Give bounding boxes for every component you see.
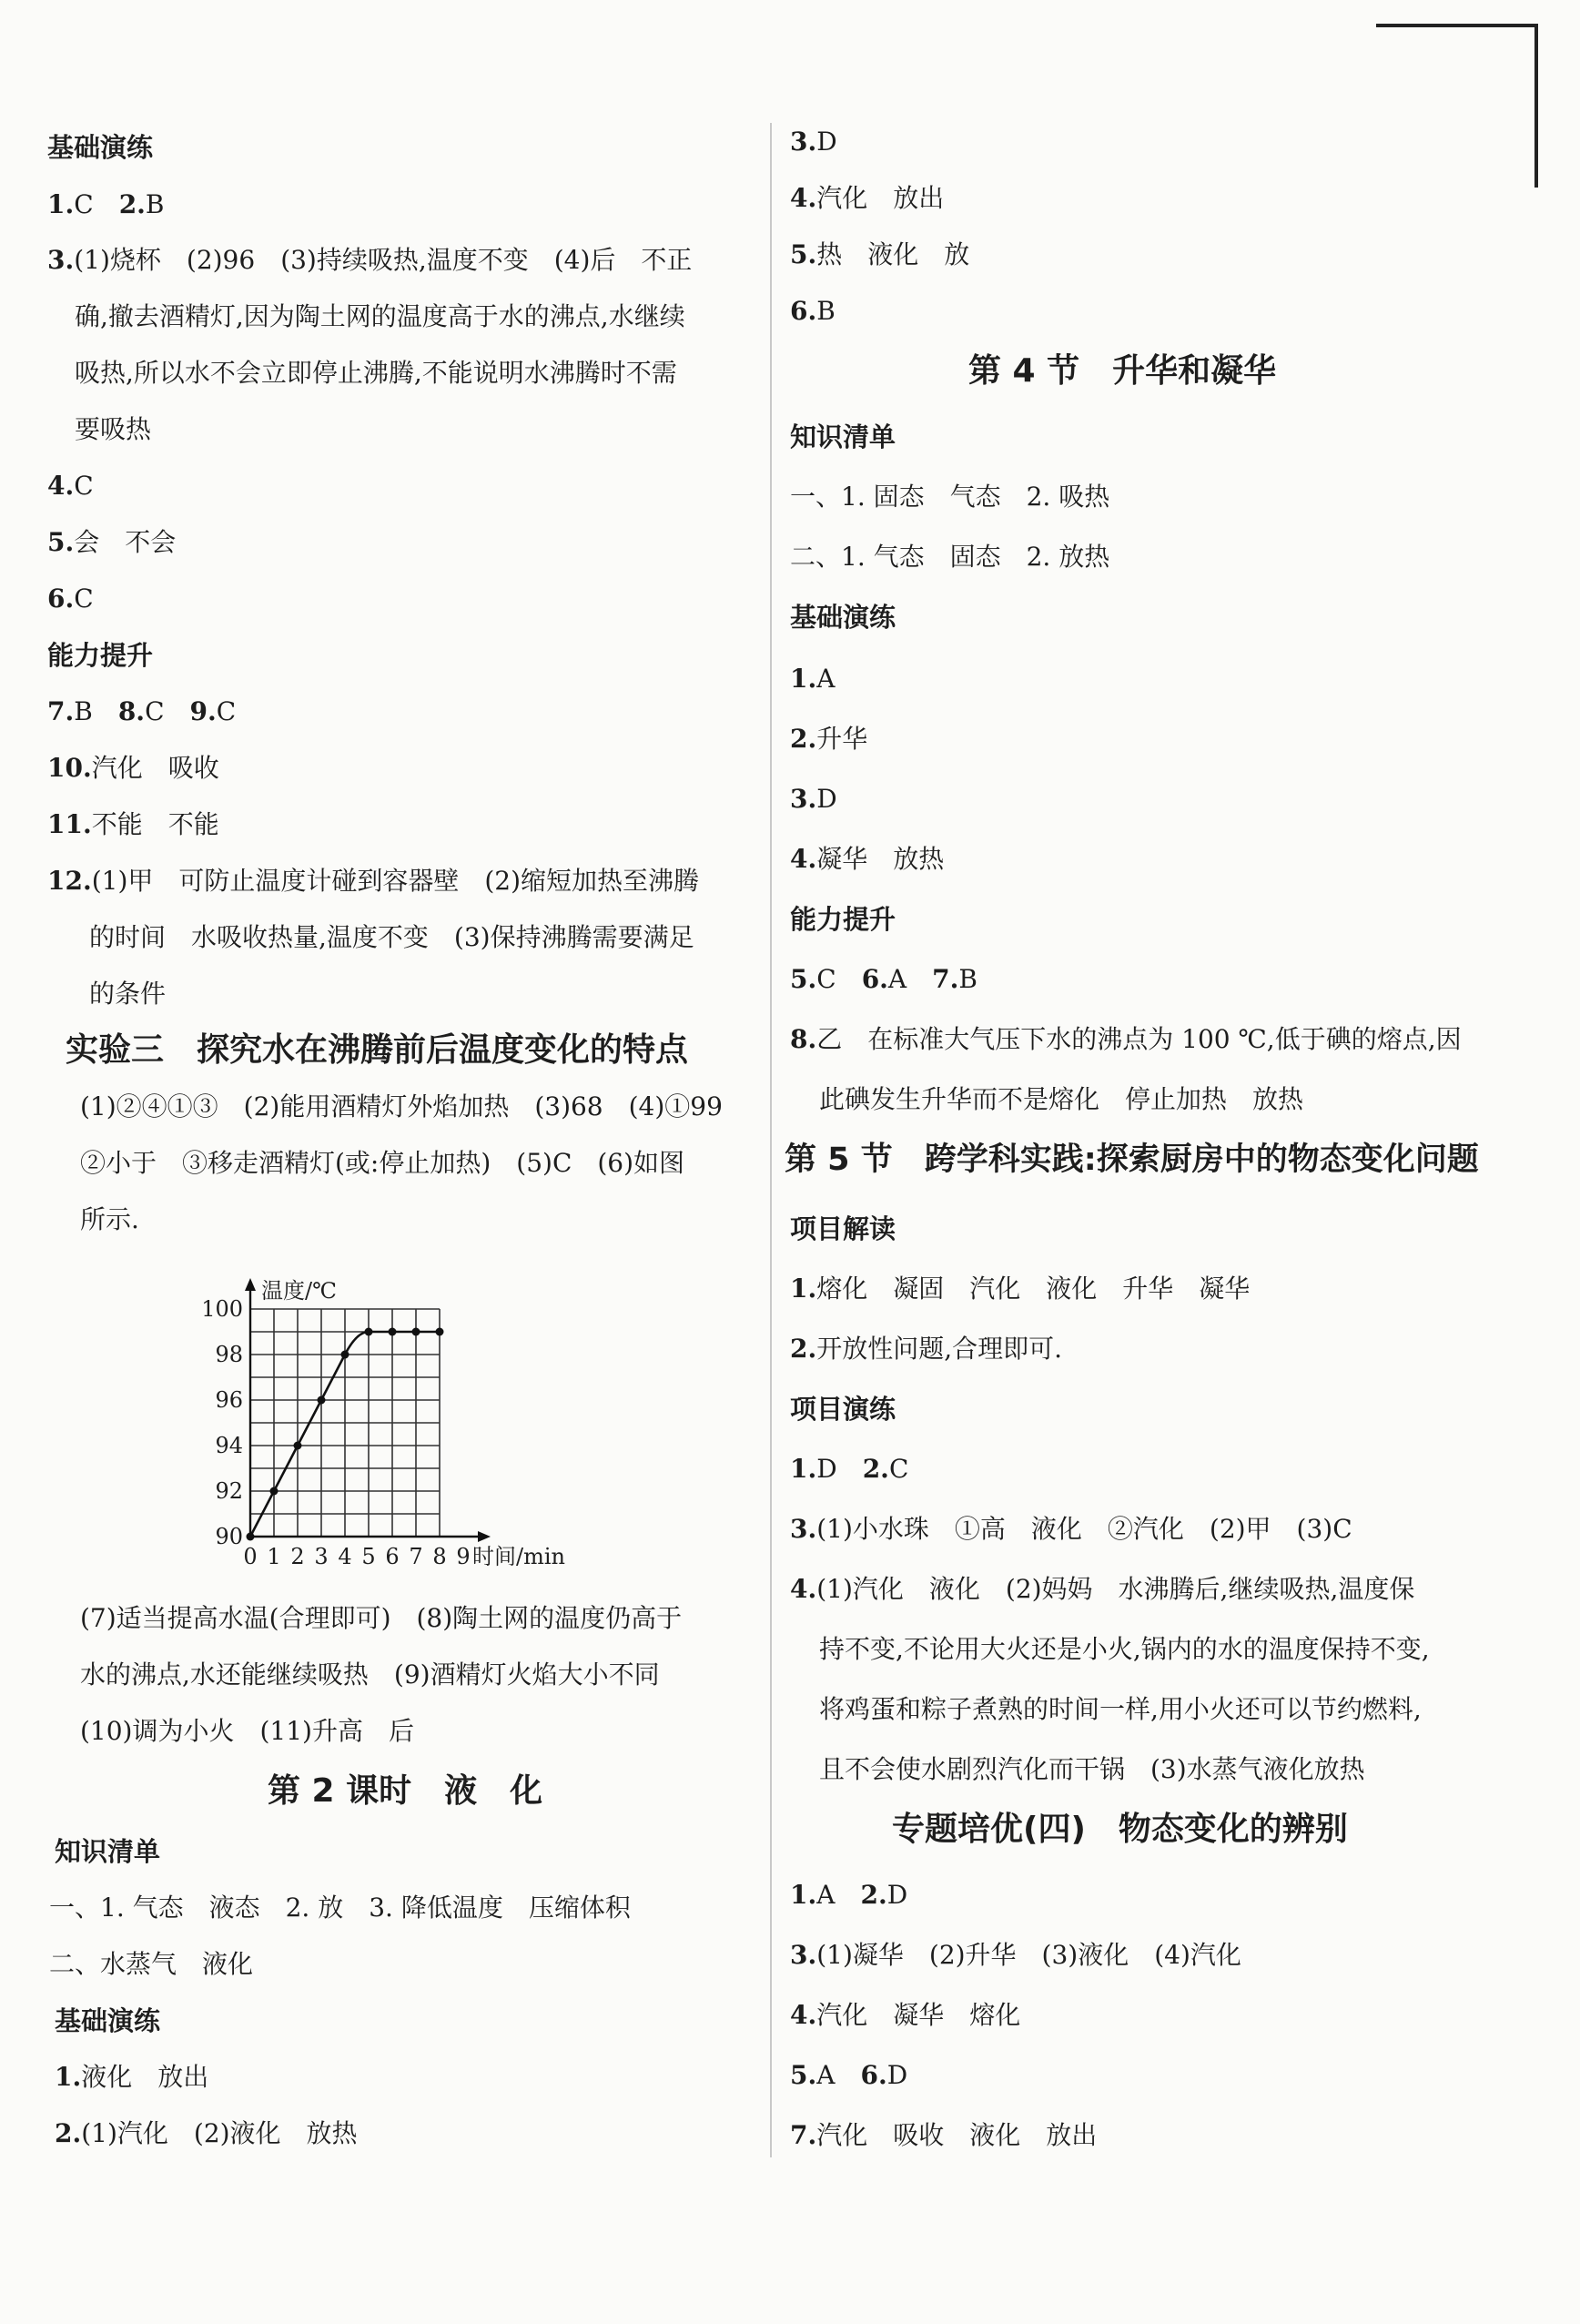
section-heading: 基础演练 — [47, 132, 154, 163]
x-tick-label: 4 — [338, 1544, 352, 1569]
answer-line: 吸热,所以水不会立即停止沸腾,不能说明水沸腾时不需 — [75, 358, 677, 388]
y-tick-label: 98 — [215, 1342, 243, 1367]
x-axis-arrow — [478, 1531, 491, 1542]
answer-line: 3.(1)小水珠 ①高 液化 ②汽化 (2)甲 (3)C — [790, 1514, 1352, 1544]
chart-axes — [245, 1278, 491, 1542]
answer-line: 2.(1)汽化 (2)液化 放热 — [55, 2118, 358, 2148]
answer-line: 5.热 液化 放 — [790, 239, 970, 269]
answer-line: (10)调为小火 (11)升高 后 — [80, 1716, 414, 1746]
section-heading: 能力提升 — [47, 640, 154, 671]
answer-line: 5.A 6.D — [790, 2060, 908, 2090]
y-tick-label: 96 — [215, 1387, 243, 1413]
x-tick-label: 9 — [456, 1544, 471, 1569]
answer-line: 确,撤去酒精灯,因为陶土网的温度高于水的沸点,水继续 — [75, 301, 685, 331]
x-tick-label: 0 — [243, 1544, 258, 1569]
experiment-title: 实验三 探究水在沸腾前后温度变化的特点 — [66, 1031, 689, 1069]
answer-line: 5.C 6.A 7.B — [790, 964, 977, 994]
answer-line: 2.开放性问题,合理即可. — [790, 1334, 1063, 1364]
answer-line: (1)②④①③ (2)能用酒精灯外焰加热 (3)68 (4)①99 — [80, 1091, 723, 1121]
answer-line: (7)适当提高水温(合理即可) (8)陶土网的温度仍高于 — [80, 1603, 683, 1633]
answer-line: 1.液化 放出 — [55, 2062, 209, 2092]
data-point — [412, 1328, 420, 1336]
lesson-title: 第 2 课时 液 化 — [268, 1772, 543, 1810]
answer-line: 1.A 2.D — [790, 1880, 908, 1910]
section-heading: 基础演练 — [55, 2005, 161, 2036]
answer-line: ②小于 ③移走酒精灯(或:停止加热) (5)C (6)如图 — [80, 1148, 685, 1178]
y-axis-arrow — [245, 1278, 256, 1291]
answer-line: 3.(1)凝华 (2)升华 (3)液化 (4)汽化 — [790, 1940, 1241, 1970]
answer-line: 10.汽化 吸收 — [47, 753, 219, 783]
answer-line: 1.A — [790, 664, 836, 694]
data-point — [294, 1442, 302, 1450]
x-tick-label: 7 — [409, 1544, 423, 1569]
x-axis-label: 时间/min — [472, 1544, 565, 1569]
answer-line: 6.C — [47, 584, 94, 614]
answer-line: 1.C 2.B — [47, 189, 165, 219]
y-tick-label: 92 — [215, 1478, 243, 1504]
answer-line: 将鸡蛋和粽子煮熟的时间一样,用小火还可以节约燃料, — [819, 1694, 1422, 1724]
chart-grid — [250, 1309, 440, 1537]
y-tick-label: 90 — [215, 1524, 243, 1549]
answer-line: 一、1. 固态 气态 2. 吸热 — [790, 482, 1110, 512]
answer-line: 的时间 水吸收热量,温度不变 (3)保持沸腾需要满足 — [89, 922, 694, 952]
section-heading: 项目解读 — [790, 1213, 896, 1244]
y-axis-label: 温度/℃ — [261, 1278, 337, 1304]
answer-line: 3.D — [790, 784, 837, 814]
data-point — [247, 1533, 255, 1541]
answer-line: 3.D — [790, 127, 837, 157]
answer-line: 2.升华 — [790, 724, 868, 754]
section-heading: 能力提升 — [790, 904, 896, 935]
data-point — [341, 1351, 349, 1359]
answer-line: 此碘发生升华而不是熔化 停止加热 放热 — [819, 1084, 1304, 1114]
x-tick-label: 2 — [290, 1544, 305, 1569]
answer-line: 4.汽化 凝华 熔化 — [790, 2000, 1021, 2030]
answer-line: 4.C — [47, 471, 94, 501]
x-tick-label: 3 — [314, 1544, 329, 1569]
answer-line: 所示. — [80, 1204, 139, 1234]
temperature-time-chart — [164, 1263, 637, 1573]
section-heading: 知识清单 — [55, 1836, 161, 1867]
corner-mark-vertical — [1534, 24, 1538, 188]
answer-line: 1.D 2.C — [790, 1454, 909, 1484]
answer-line: 的条件 — [89, 979, 167, 1009]
section-title: 第 5 节 跨学科实践:探索厨房中的物态变化问题 — [785, 1142, 1479, 1178]
answer-line: 6.B — [790, 296, 836, 326]
answer-line: 且不会使水剧烈汽化而干锅 (3)水蒸气液化放热 — [819, 1754, 1365, 1784]
data-point — [318, 1396, 326, 1405]
answer-line: 二、水蒸气 液化 — [49, 1949, 254, 1979]
answer-line: 4.凝华 放热 — [790, 844, 945, 874]
answer-line: 7.B 8.C 9.C — [47, 696, 237, 726]
answer-line: 5.会 不会 — [47, 527, 177, 557]
section-heading: 基础演练 — [790, 602, 896, 633]
answer-line: 11.不能 不能 — [47, 809, 219, 839]
x-tick-label: 6 — [385, 1544, 400, 1569]
section-heading: 知识清单 — [790, 421, 896, 452]
answer-line: 1.熔化 凝固 汽化 液化 升华 凝华 — [790, 1274, 1251, 1304]
x-tick-label: 8 — [432, 1544, 447, 1569]
data-point — [436, 1328, 444, 1336]
answer-line: 12.(1)甲 可防止温度计碰到容器壁 (2)缩短加热至沸腾 — [47, 866, 700, 896]
data-point — [270, 1487, 279, 1496]
answer-line: 4.(1)汽化 液化 (2)妈妈 水沸腾后,继续吸热,温度保 — [790, 1574, 1415, 1604]
y-tick-label: 100 — [201, 1296, 243, 1322]
answer-line: 3.(1)烧杯 (2)96 (3)持续吸热,温度不变 (4)后 不正 — [47, 245, 693, 275]
special-topic-title: 专题培优(四) 物态变化的辨别 — [892, 1811, 1348, 1848]
answer-line: 持不变,不论用大火还是小火,锅内的水的温度保持不变, — [819, 1634, 1430, 1664]
answer-line: 8.乙 在标准大气压下水的沸点为 100 ℃,低于碘的熔点,因 — [790, 1024, 1462, 1054]
y-tick-labels — [201, 1296, 243, 1549]
section-heading: 项目演练 — [790, 1394, 896, 1425]
answer-line: 4.汽化 放出 — [790, 183, 945, 213]
answer-line: 水的沸点,水还能继续吸热 (9)酒精灯火焰大小不同 — [80, 1659, 660, 1690]
answer-line: 7.汽化 吸收 液化 放出 — [790, 2120, 1098, 2150]
answer-line: 二、1. 气态 固态 2. 放热 — [790, 542, 1110, 572]
x-tick-label: 5 — [361, 1544, 376, 1569]
y-tick-label: 94 — [215, 1433, 243, 1458]
corner-mark-horizontal — [1376, 24, 1538, 27]
data-point — [365, 1328, 373, 1336]
x-tick-label: 1 — [267, 1544, 281, 1569]
column-divider — [770, 123, 772, 2157]
data-point — [389, 1328, 397, 1336]
x-tick-labels — [243, 1544, 470, 1569]
section-title: 第 4 节 升华和凝华 — [968, 352, 1277, 390]
answer-line: 要吸热 — [75, 414, 152, 444]
answer-line: 一、1. 气态 液态 2. 放 3. 降低温度 压缩体积 — [49, 1893, 631, 1923]
